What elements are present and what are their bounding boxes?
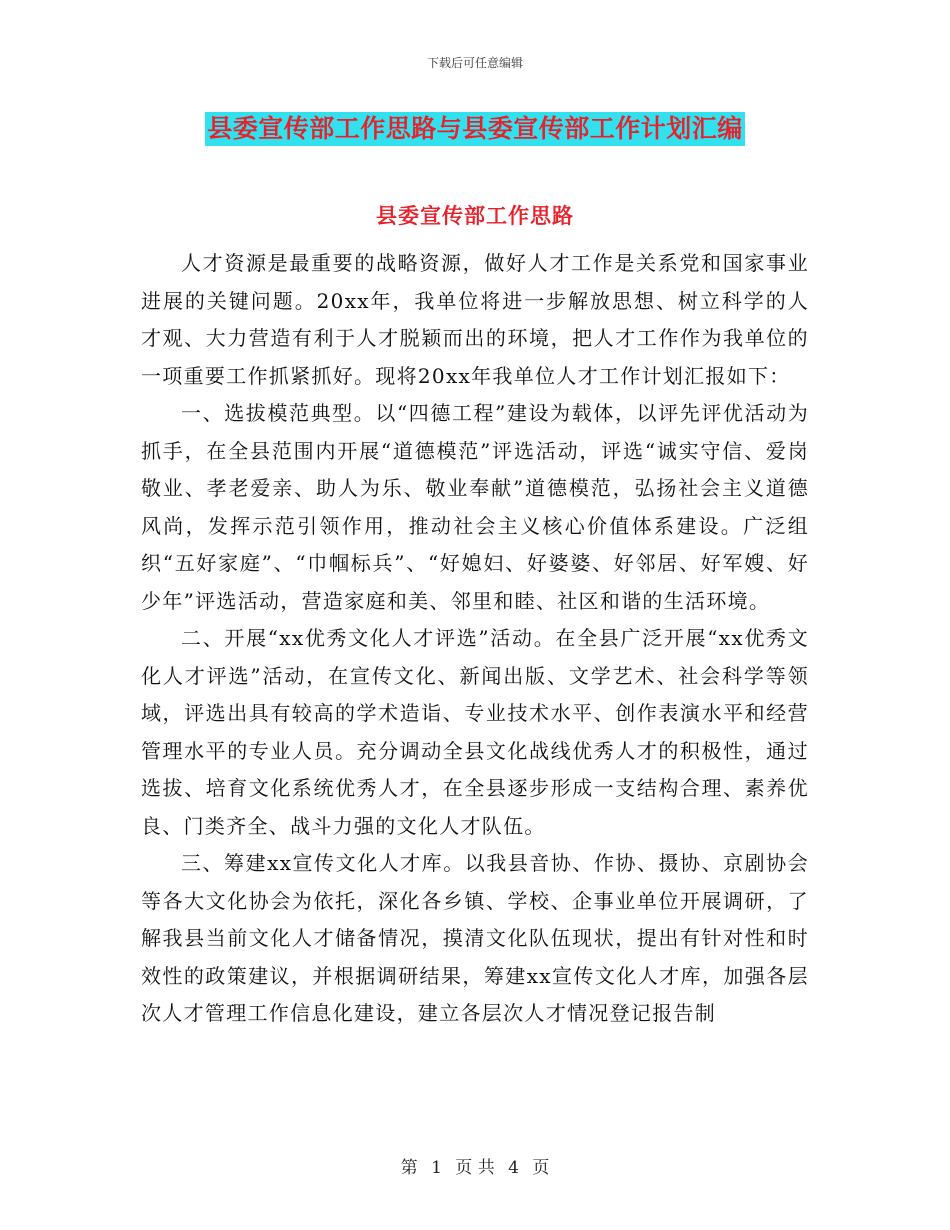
- paragraph-intro: 人才资源是最重要的战略资源，做好人才工作是关系党和国家事业进展的关键问题。20xx年，我单位将进一步解放思想、树立科学的人才观、大力营造有利于人才脱颖而出的环境，把人才工作作为我单位的一项重要工作抓紧抓好。现将20xx年我单位人才工作计划汇报如下：: [141, 251, 809, 388]
- footer-total-pages: 4: [508, 1158, 519, 1178]
- paragraph-1: 一、选拔模范典型。以“四德工程”建设为载体，以评先评优活动为抓手，在全县范围内开展“道德模范”评选活动，评选“诚实守信、爱岗敬业、孝老爱亲、助人为乐、敬业奉献”道德模范，弘扬社会主义道德风尚，发挥示范引领作用，推动社会主义核心价值体系建设。广泛组织“五好家庭”、“巾帼标兵”、“好媳妇、好婆婆、好邻居、好军嫂、好少年”评选活动，营造家庭和美、邻里和睦、社区和谐的生活环境。: [141, 401, 809, 613]
- paragraph-2: 二、开展“xx优秀文化人才评选”活动。在全县广泛开展“xx优秀文化人才评选”活动，在宣传文化、新闻出版、文学艺术、社会科学等领域，评选出具有较高的学术造诣、专业技术水平、创作表演水平和经营管理水平的专业人员。充分调动全县文化战线优秀人才的积极性，通过选拔、培育文化系统优秀人才，在全县逐步形成一支结构合理、素养优良、门类齐全、战斗力强的文化人才队伍。: [141, 626, 809, 838]
- section-title: 县委宣传部工作思路: [376, 204, 574, 228]
- paragraph-3: 三、筹建xx宣传文化人才库。以我县音协、作协、摄协、京剧协会等各大文化协会为依托，深化各乡镇、学校、企事业单位开展调研，了解我县当前文化人才储备情况，摸清文化队伍现状，提出有针对性和时效性的政策建议，并根据调研结果，筹建xx宣传文化人才库，加强各层次人才管理工作信息化建设，建立各层次人才情况登记报告制: [141, 851, 809, 1025]
- footer-suffix: 页: [532, 1158, 550, 1178]
- footer-middle: 页 共: [455, 1158, 495, 1178]
- page-footer: [0, 1153, 950, 1178]
- footer-prefix: 第: [400, 1158, 418, 1178]
- footer-page-number: 1: [431, 1158, 442, 1178]
- main-title-wrap: [0, 112, 950, 146]
- header-note: 下载后可任意编辑: [426, 56, 523, 70]
- document-body: [141, 245, 809, 1033]
- main-title: 县委宣传部工作思路与县委宣传部工作计划汇编: [205, 112, 745, 146]
